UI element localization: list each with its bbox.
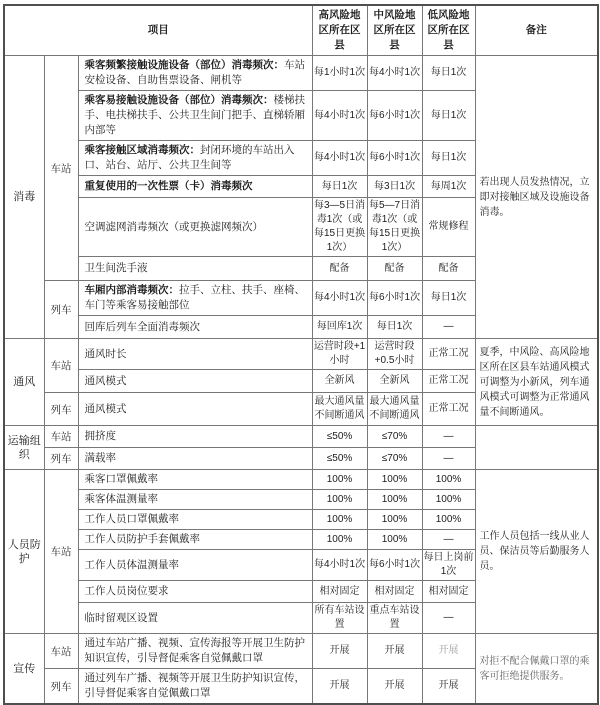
value-high-cell: 每4小时1次 [312,141,367,176]
location-cell-station: 车站 [44,634,78,669]
measure-cell [78,634,312,669]
value-high-cell: 开展 [312,634,367,669]
table-header-row [4,5,598,56]
measure-text: 拉手、立柱、扶手、座椅、车门等乘客易接触部位 [84,284,305,311]
remark-cell-disinfection: 若出现人员发热情况，立即对接触区域及设施设备消毒。 [475,56,598,339]
value-mid-cell: 每日1次 [367,316,422,339]
measure-text: 回库后列车全面消毒频次 [84,320,200,333]
value-high-cell: 每3—5日消毒1次（或每15日更换1次） [312,198,367,257]
value-mid-cell: 重点车站设置 [367,603,422,634]
value-high-cell: ≤50% [312,448,367,470]
value-mid-cell: 运营时段+0.5小时 [367,339,422,370]
header-high-risk: 高风险地区所在区县 [312,5,367,56]
header-item: 项目 [4,5,312,56]
value-high-cell: 开展 [312,669,367,705]
value-high-cell: 100% [312,530,367,550]
remark-cell-transport [475,426,598,470]
measure-lead: 重复使用的一次性票（卡）消毒频次 [84,180,253,192]
value-low-cell: — [422,316,475,339]
location-cell-station: 车站 [44,426,78,448]
measure-cell [78,141,312,176]
remark-cell-protection: 工作人员包括一线从业人员、保洁员等后勤服务人员。 [475,470,598,634]
value-mid-cell: 每6小时1次 [367,91,422,141]
table-row [4,470,598,490]
measure-lead: 乘客易接触设施设备（部位）消毒频次： [84,94,274,106]
value-high-cell: 每4小时1次 [312,91,367,141]
value-low-cell: 正常工况 [422,393,475,426]
measure-cell [78,669,312,705]
measure-lead: 车厢内部消毒频次： [84,284,179,296]
table-row [4,56,598,91]
measure-cell [78,370,312,393]
location-cell-station: 车站 [44,339,78,393]
category-cell-publicity: 宣传 [4,634,44,705]
measure-cell [78,510,312,530]
location-cell-train: 列车 [44,281,78,339]
header-mid-risk: 中风险地区所在区县 [367,5,422,56]
header-remark: 备注 [475,5,598,56]
value-low-cell: 每周1次 [422,176,475,198]
measure-text: 车站安检设备、自助售票设备、闸机等 [84,59,305,86]
value-low-cell: 每日1次 [422,141,475,176]
table-row [4,634,598,669]
location-cell-train: 列车 [44,669,78,705]
measure-cell [78,393,312,426]
risk-measures-table [3,4,599,705]
measure-cell [78,426,312,448]
measure-text: 工作人员体温测量率 [84,558,179,571]
measure-text: 封闭环境的车站出入口、站台、站厅、公共卫生间等 [84,144,295,171]
measure-cell [78,257,312,281]
value-mid-cell: 全新风 [367,370,422,393]
measure-text: 通风模式 [84,374,127,387]
measure-cell [78,550,312,581]
value-low-cell: 100% [422,490,475,510]
value-low-cell: — [422,603,475,634]
value-mid-cell: 配备 [367,257,422,281]
value-low-cell: — [422,530,475,550]
measure-cell [78,91,312,141]
value-mid-cell: 每4小时1次 [367,56,422,91]
remark-cell-publicity: 对拒不配合佩戴口罩的乘客可拒绝提供服务。 [475,634,598,705]
measure-cell [78,56,312,91]
measure-text: 工作人员岗位要求 [84,585,169,597]
value-mid-cell: 开展 [367,669,422,705]
measure-text: 临时留观区设置 [84,611,158,624]
value-mid-cell: 100% [367,510,422,530]
measure-cell [78,448,312,470]
value-low-cell: 正常工况 [422,339,475,370]
measure-text: 通过车站广播、视频、宣传海报等开展卫生防护知识宣传，引导督促乘客自觉佩戴口罩 [84,637,305,664]
value-high-cell: 100% [312,490,367,510]
measure-cell [78,490,312,510]
value-low-cell: 每日1次 [422,281,475,316]
measure-text: 通风时长 [84,347,127,360]
value-low-cell: 每日1次 [422,56,475,91]
table-row [4,426,598,448]
value-high-cell: 100% [312,470,367,490]
value-high-cell: 全新风 [312,370,367,393]
value-low-cell: 开展 [422,669,475,705]
value-low-cell: 相对固定 [422,581,475,603]
value-high-cell: 100% [312,510,367,530]
value-mid-cell: 相对固定 [367,581,422,603]
measure-text: 通过列车广播、视频等开展卫生防护知识宣传，引导督促乘客自觉佩戴口罩 [84,672,305,699]
value-high-cell: 配备 [312,257,367,281]
value-mid-cell: ≤70% [367,448,422,470]
category-cell-ventilation: 通风 [4,339,44,426]
value-mid-cell: 每5—7日消毒1次（或每15日更换1次） [367,198,422,257]
measure-text: 乘客口罩佩戴率 [84,473,158,485]
measure-text: 工作人员口罩佩戴率 [84,513,179,525]
value-high-cell: 最大通风量不间断通风 [312,393,367,426]
location-cell-station: 车站 [44,56,78,281]
location-cell-train: 列车 [44,393,78,426]
value-mid-cell: ≤70% [367,426,422,448]
measure-cell [78,176,312,198]
measure-text: 拥挤度 [84,430,116,442]
measure-cell [78,339,312,370]
value-mid-cell: 每6小时1次 [367,281,422,316]
value-high-cell: 运营时段+1小时 [312,339,367,370]
measure-cell [78,198,312,257]
value-mid-cell: 100% [367,530,422,550]
value-mid-cell: 开展 [367,634,422,669]
location-cell-station: 车站 [44,470,78,634]
value-low-cell: 每日上岗前1次 [422,550,475,581]
measure-text: 满载率 [84,452,116,464]
measure-text: 空调滤网消毒频次（或更换滤网频次） [84,220,263,233]
category-cell-disinfection: 消毒 [4,56,44,339]
value-mid-cell: 最大通风量不间断通风 [367,393,422,426]
value-low-cell: 正常工况 [422,370,475,393]
value-low-cell: 配备 [422,257,475,281]
value-mid-cell: 100% [367,490,422,510]
value-mid-cell: 每6小时1次 [367,550,422,581]
measure-text: 通风模式 [84,402,127,415]
category-cell-protection: 人员防护 [4,470,44,634]
value-low-cell: 开展 [422,634,475,669]
measure-text: 工作人员防护手套佩戴率 [84,533,200,545]
measure-cell [78,470,312,490]
measure-cell [78,603,312,634]
value-low-cell: 100% [422,510,475,530]
value-low-cell: 100% [422,470,475,490]
value-high-cell: 每4小时1次 [312,281,367,316]
measure-text: 乘客体温测量率 [84,493,158,505]
measure-cell [78,316,312,339]
remark-cell-ventilation: 夏季，中风险、高风险地区所在区县车站通风模式可调整为小新风，列车通风模式可调整为正常通风量不间断通风。 [475,339,598,426]
value-high-cell: ≤50% [312,426,367,448]
value-mid-cell: 100% [367,470,422,490]
measure-text: 楼梯扶手、电扶梯扶手、公共卫生间门把手、直梯轿厢内部等 [84,94,305,136]
value-high-cell: 相对固定 [312,581,367,603]
value-low-cell: 常规修程 [422,198,475,257]
measure-cell [78,530,312,550]
value-high-cell: 所有车站设置 [312,603,367,634]
category-cell-transport: 运输组织 [4,426,44,470]
measure-cell [78,281,312,316]
value-low-cell: — [422,426,475,448]
value-high-cell: 每1小时1次 [312,56,367,91]
measure-lead: 乘客接触区域消毒频次： [84,144,200,156]
value-mid-cell: 每6小时1次 [367,141,422,176]
value-mid-cell: 每3日1次 [367,176,422,198]
value-high-cell: 每回库1次 [312,316,367,339]
value-high-cell: 每日1次 [312,176,367,198]
measure-lead: 乘客频繁接触设施设备（部位）消毒频次： [84,59,284,71]
value-low-cell: 每日1次 [422,91,475,141]
measure-cell [78,581,312,603]
value-low-cell: — [422,448,475,470]
measure-text: 卫生间洗手液 [84,262,148,274]
header-low-risk: 低风险地区所在区县 [422,5,475,56]
value-high-cell: 每4小时1次 [312,550,367,581]
location-cell-train: 列车 [44,448,78,470]
table-row [4,339,598,370]
